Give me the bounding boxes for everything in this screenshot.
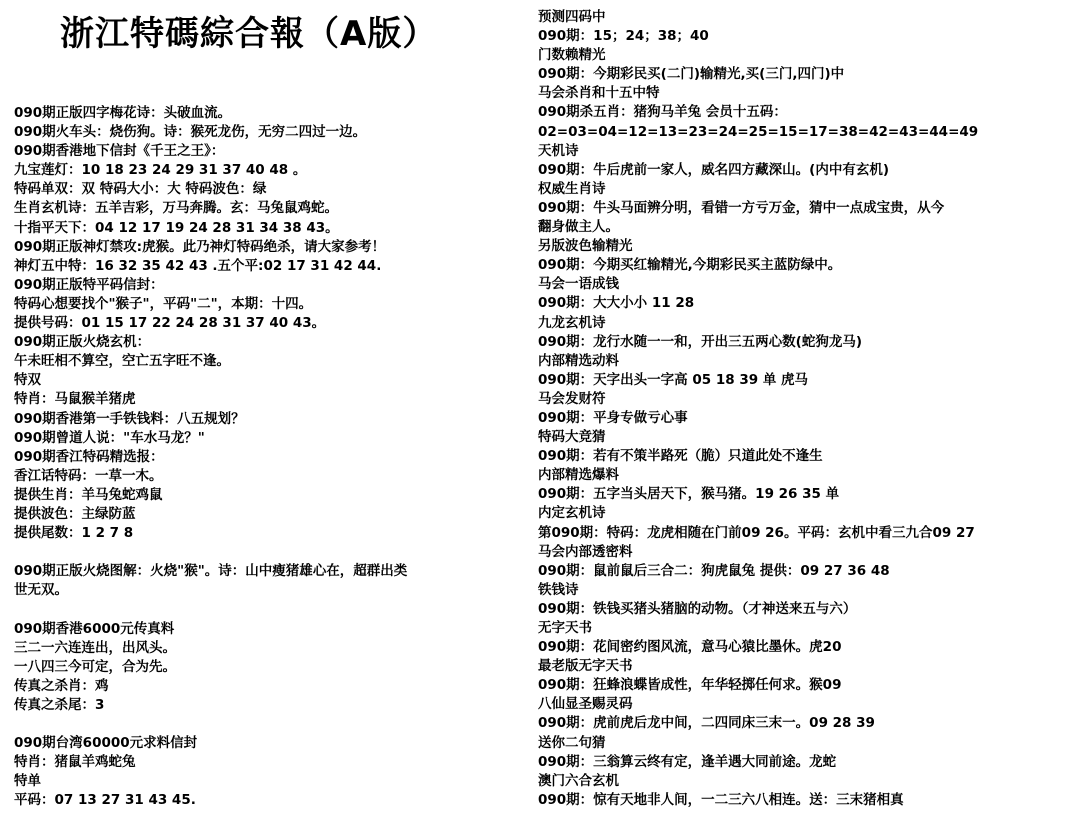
right-line: 090期：15；24；38；40 xyxy=(538,28,709,45)
right-line: 第090期：特码：龙虎相随在门前09 26。平码：玄机中看三九合09 27 xyxy=(538,524,975,541)
left-line: 特双 xyxy=(14,372,41,389)
left-line: 090期香港6000元传真料 xyxy=(14,620,175,637)
left-line: 090期火车头：烧伤狗。诗：猴死龙伤，无穷二四过一边。 xyxy=(14,124,367,141)
left-line: 090期正版火烧玄机： xyxy=(14,334,151,351)
right-line: 内部精选动料 xyxy=(538,352,619,369)
left-line: 香江话特码：一草一木。 xyxy=(14,467,163,484)
right-line: 送你二句猜 xyxy=(538,734,606,751)
right-line: 090期：大大小小 11 28 xyxy=(538,295,695,312)
left-line: 特肖：猪鼠羊鸡蛇兔 xyxy=(14,754,136,771)
right-line: 090期：今期买红输精光,今期彩民买主蓝防绿中。 xyxy=(538,257,842,274)
left-line xyxy=(14,715,534,734)
left-line: 提供号码：01 15 17 22 24 28 31 37 40 43。 xyxy=(14,315,326,332)
left-line: 九宝莲灯：10 18 23 24 29 31 37 40 48 。 xyxy=(14,162,307,179)
left-line: 平码：07 13 27 31 43 45. xyxy=(14,792,196,809)
left-line: 一八四三今可定，合为先。 xyxy=(14,658,176,675)
right-line: 090期：狂蜂浪蝶皆成性，年华轻掷任何求。猴09 xyxy=(538,677,842,694)
right-line: 门数赖精光 xyxy=(538,47,606,64)
left-line: 传真之杀肖：鸡 xyxy=(14,677,109,694)
right-line: 090期：牛后虎前一家人，威名四方藏深山。(内中有玄机) xyxy=(538,161,890,178)
right-line: 090期：五字当头居天下，猴马猪。19 26 35 单 xyxy=(538,486,840,503)
left-line xyxy=(14,600,534,619)
left-line: 090期香港第一手铁钱料：八五规划？ xyxy=(14,410,245,427)
left-line: 090期台湾60000元求料信封 xyxy=(14,735,198,752)
right-line: 090期：若有不策半路死（脆）只道此处不逢生 xyxy=(538,448,823,465)
right-line: 090期：平身专做亏心事 xyxy=(538,409,688,426)
right-line: 090期：花间密约图风流，意马心猿比墨休。虎20 xyxy=(538,639,842,656)
left-line xyxy=(14,543,534,562)
right-line: 预测四码中 xyxy=(538,9,606,25)
right-line: 02=03=04=12=13=23=24=25=15=17=38=42=43=44=49 xyxy=(538,123,979,140)
right-line: 马会内部透密料 xyxy=(538,543,633,560)
left-line: 提供尾数：1 2 7 8 xyxy=(14,525,134,542)
right-line: 最老版无字天书 xyxy=(538,658,633,675)
left-line: 090期正版四字梅花诗：头破血流。 xyxy=(14,105,232,121)
right-line: 090期：鼠前鼠后三合二：狗虎鼠兔 提供：09 27 36 48 xyxy=(538,562,890,579)
right-line: 翻身做主人。 xyxy=(538,219,619,236)
left-line: 090期正版神灯禁攻:虎猴。此乃神灯特码绝杀，请大家参考！ xyxy=(14,238,386,255)
right-line: 内部精选爆料 xyxy=(538,467,619,484)
right-line: 八仙显圣赐灵码 xyxy=(538,696,633,713)
right-line: 无字天书 xyxy=(538,620,592,636)
right-line: 内定玄机诗 xyxy=(538,505,606,522)
left-line: 特码单双：双 特码大小：大 特码波色：绿 xyxy=(14,181,267,198)
right-line: 090期：龙行水随一一和，开出三五两心数(蛇狗龙马) xyxy=(538,333,863,350)
left-line: 特肖：马鼠猴羊猪虎 xyxy=(14,391,136,408)
left-line: 神灯五中特：16 32 35 42 43 .五个平:02 17 31 42 44. xyxy=(14,257,382,274)
right-line: 特码大竞猜 xyxy=(538,429,606,446)
right-line: 铁钱诗 xyxy=(538,581,579,598)
right-line: 九龙玄机诗 xyxy=(538,314,606,331)
right-line: 090期：三翁算云终有定，逢羊遇大同前途。龙蛇 xyxy=(538,753,837,770)
left-line: 提供生肖：羊马兔蛇鸡鼠 xyxy=(14,486,163,503)
right-line: 090期：天字出头一字高 05 18 39 单 虎马 xyxy=(538,371,809,388)
right-line: 天机诗 xyxy=(538,142,579,159)
left-line: 090期香江特码精选报： xyxy=(14,448,164,465)
right-line: 马会发财符 xyxy=(538,390,606,407)
right-line: 090期：今期彩民买(二门)输精光,买(三门,四门)中 xyxy=(538,66,845,83)
left-line: 生肖玄机诗：五羊吉彩，万马奔腾。玄：马兔鼠鸡蛇。 xyxy=(14,200,338,217)
page-title: 浙江特碼綜合報（A版） xyxy=(60,14,438,54)
left-line: 提供波色：主绿防蓝 xyxy=(14,505,136,522)
left-line: 世无双。 xyxy=(14,582,68,599)
left-line: 090期正版特平码信封： xyxy=(14,276,164,293)
right-line: 090期：惊有天地非人间，一二三六八相连。送：三末猪相真 xyxy=(538,791,904,808)
left-line: 传真之杀尾：3 xyxy=(14,696,105,713)
right-line: 另版波色输精光 xyxy=(538,238,633,255)
right-line: 马会杀肖和十五中特 xyxy=(538,85,660,102)
right-line: 090期杀五肖：猪狗马羊兔 会员十五码： xyxy=(538,104,787,121)
right-line: 马会一语成钱 xyxy=(538,276,619,293)
right-line: 澳门六合玄机 xyxy=(538,772,619,789)
left-line: 090期曾道人说："车水马龙？" xyxy=(14,429,205,446)
right-line: 090期：铁钱买猪头猪脑的动物。（才神送来五与六） xyxy=(538,600,857,617)
left-line: 090期香港地下信封《千王之王》： xyxy=(14,143,225,160)
left-line: 090期正版火烧图解：火烧"猴"。诗：山中瘦猪雄心在，超群出类 xyxy=(14,563,408,580)
left-column xyxy=(14,104,534,810)
left-line: 十指平天下：04 12 17 19 24 28 31 34 38 43。 xyxy=(14,219,339,236)
left-line: 特单 xyxy=(14,773,41,790)
right-line: 权威生肖诗 xyxy=(538,180,606,197)
right-line: 090期：牛头马面辨分明，看错一方亏万金，猜中一点成宝贵，从今 xyxy=(538,199,945,216)
left-line: 午未旺相不算空，空亡五字旺不逢。 xyxy=(14,353,230,370)
left-line: 特码心想要找个"猴子"，平码"二"，本期：十四。 xyxy=(14,295,313,312)
right-column xyxy=(538,8,1068,810)
left-line: 三二一六连连出，出风头。 xyxy=(14,639,176,656)
right-line: 090期：虎前虎后龙中间，二四同床三末一。09 28 39 xyxy=(538,715,875,732)
